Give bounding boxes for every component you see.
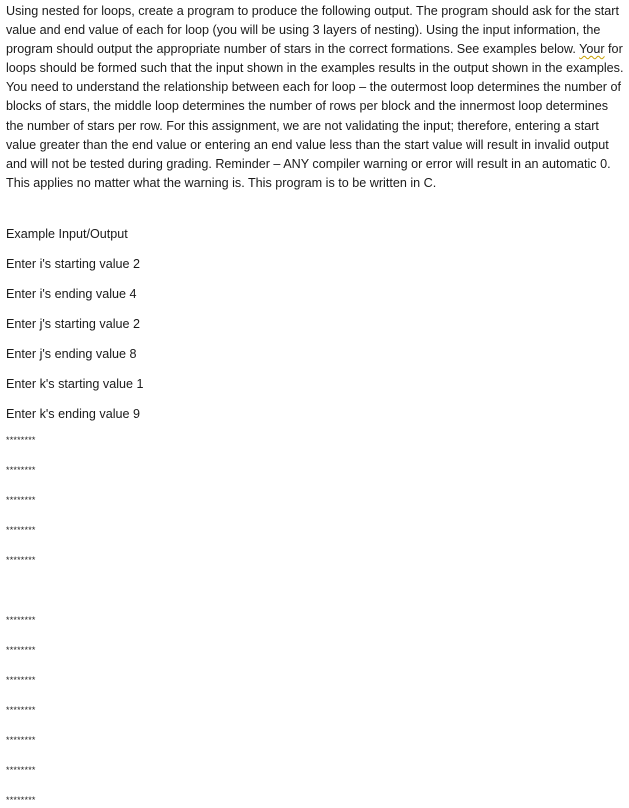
grammar-flagged-word[interactable]: Your	[579, 42, 605, 57]
star-row: ********	[6, 435, 36, 445]
star-row: ********	[6, 705, 36, 715]
star-row: ********	[6, 615, 36, 625]
star-row: ********	[6, 465, 36, 475]
prompt-line: Enter k's ending value 9	[6, 407, 141, 421]
star-row: ********	[6, 765, 36, 775]
instructions-text-end: for loops should be formed such that the input shown in the examples results in the output shown in the examples. You need to understand the relationship between each for loop – the outermost loop determines the number of blocks of stars, the middle loop determines the number of rows per block and the innermost loop determines the number of stars per row. For this assignment, we are not validating the input; therefore, entering a start value greater than the end value or entering an end value less than the start value will result in invalid output and will not be tested during grading. Reminder – ANY compiler warning or error will result in an automatic 0. This applies no matter what the warning is. This program is to be written in C.	[6, 42, 624, 190]
star-row: ********	[6, 525, 36, 535]
star-row: ********	[6, 795, 36, 805]
example-heading: Example Input/Output	[6, 227, 128, 241]
star-row: ********	[6, 735, 36, 745]
prompt-line: Enter j's starting value 2	[6, 317, 141, 331]
assignment-instructions	[6, 0, 627, 193]
prompt-line: Enter i's starting value 2	[6, 257, 141, 271]
prompt-line: Enter j's ending value 8	[6, 347, 137, 361]
prompt-line: Enter k's starting value 1	[6, 377, 144, 391]
star-row: ********	[6, 645, 36, 655]
instructions-text-start: Using nested for loops, create a program to produce the following output. The program should ask for the start value and end value of each for loop (you will be using 3 layers of nesting). Using the input information, the program should output the appropriate number of stars in the correct formations. See examples below.	[6, 4, 620, 57]
star-row: ********	[6, 495, 36, 505]
document-page	[6, 0, 627, 805]
star-row: ********	[6, 675, 36, 685]
star-row: ********	[6, 555, 36, 565]
prompt-line: Enter i's ending value 4	[6, 287, 137, 301]
